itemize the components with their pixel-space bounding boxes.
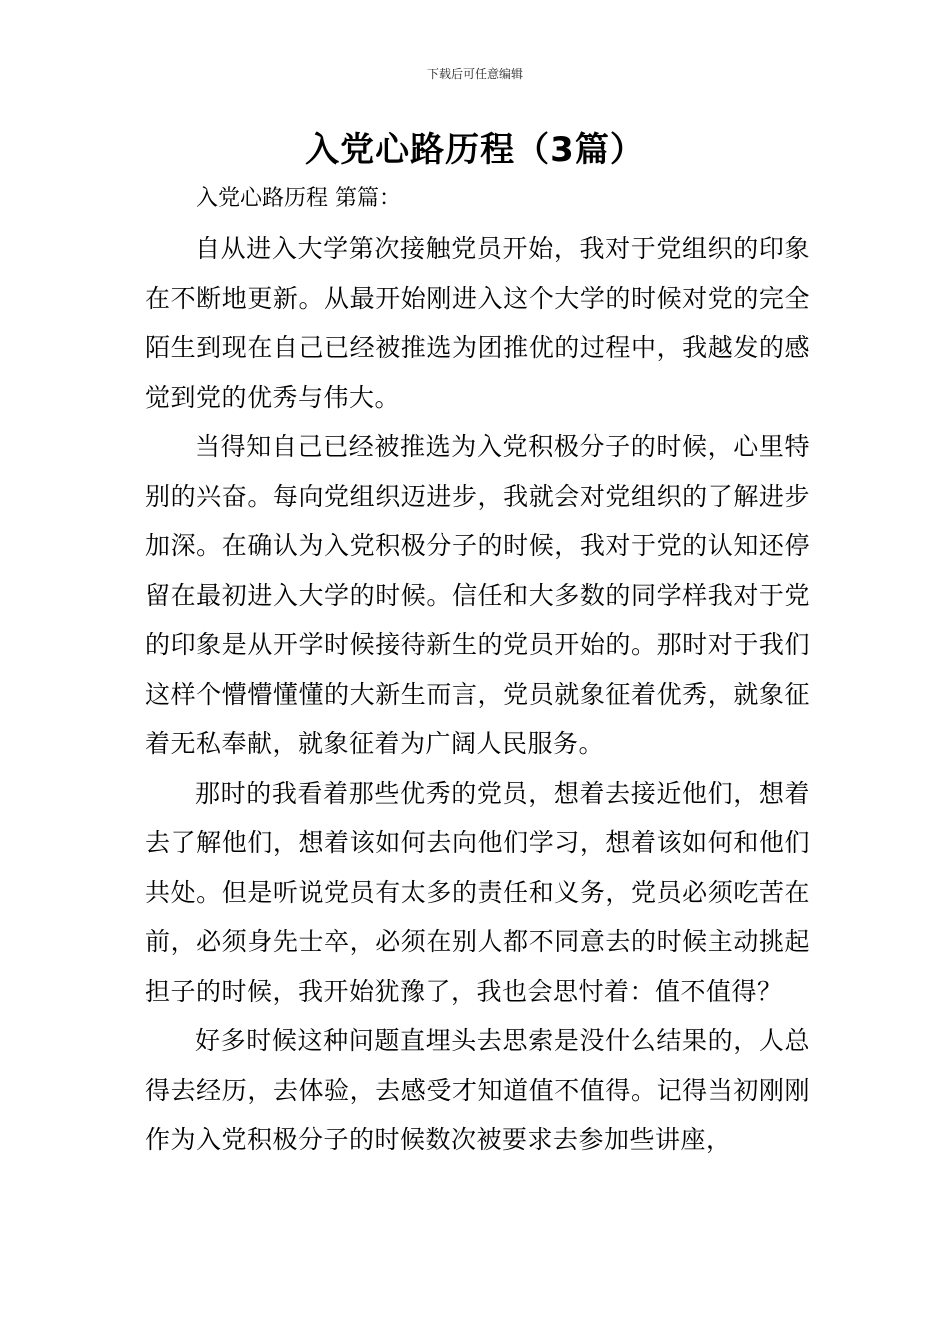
paragraph: 自从进入大学第次接触党员开始，我对于党组织的印象在不断地更新。从最开始刚进入这个大学的时候对党的完全陌生到现在自己已经被推选为团推优的过程中，我越发的感觉到党的优秀与伟大。 — [145, 234, 810, 412]
document-title: 入党心路历程（3篇） — [305, 130, 645, 170]
paragraph: 当得知自己已经被推选为入党积极分子的时候，心里特别的兴奋。每向党组织迈进步，我就会对党组织的了解进步加深。在确认为入党积极分子的时候，我对于党的认知还停留在最初进入大学的时候。信任和大多数的同学样我对于党的印象是从开学时候接待新生的党员开始的。那时对于我们这样个懵懵懂懂的大新生而言，党员就象征着优秀，就象征着无私奉献，就象征着为广阔人民服务。 — [145, 432, 810, 758]
paragraph: 那时的我看着那些优秀的党员，想着去接近他们，想着去了解他们，想着该如何去向他们学习，想着该如何和他们共处。但是听说党员有太多的责任和义务，党员必须吃苦在前，必须身先士卒，必须在别人都不同意去的时候主动挑起担子的时候，我开始犹豫了，我也会思忖着：值不值得？ — [145, 778, 810, 1006]
header-note: 下载后可任意编辑 — [426, 67, 523, 81]
document-subtitle: 入党心路历程 第篇： — [196, 186, 401, 211]
document-body — [145, 224, 810, 1165]
paragraph: 好多时候这种问题直埋头去思索是没什么结果的，人总得去经历，去体验，去感受才知道值不值得。记得当初刚刚作为入党积极分子的时候数次被要求去参加些讲座， — [145, 1026, 810, 1154]
